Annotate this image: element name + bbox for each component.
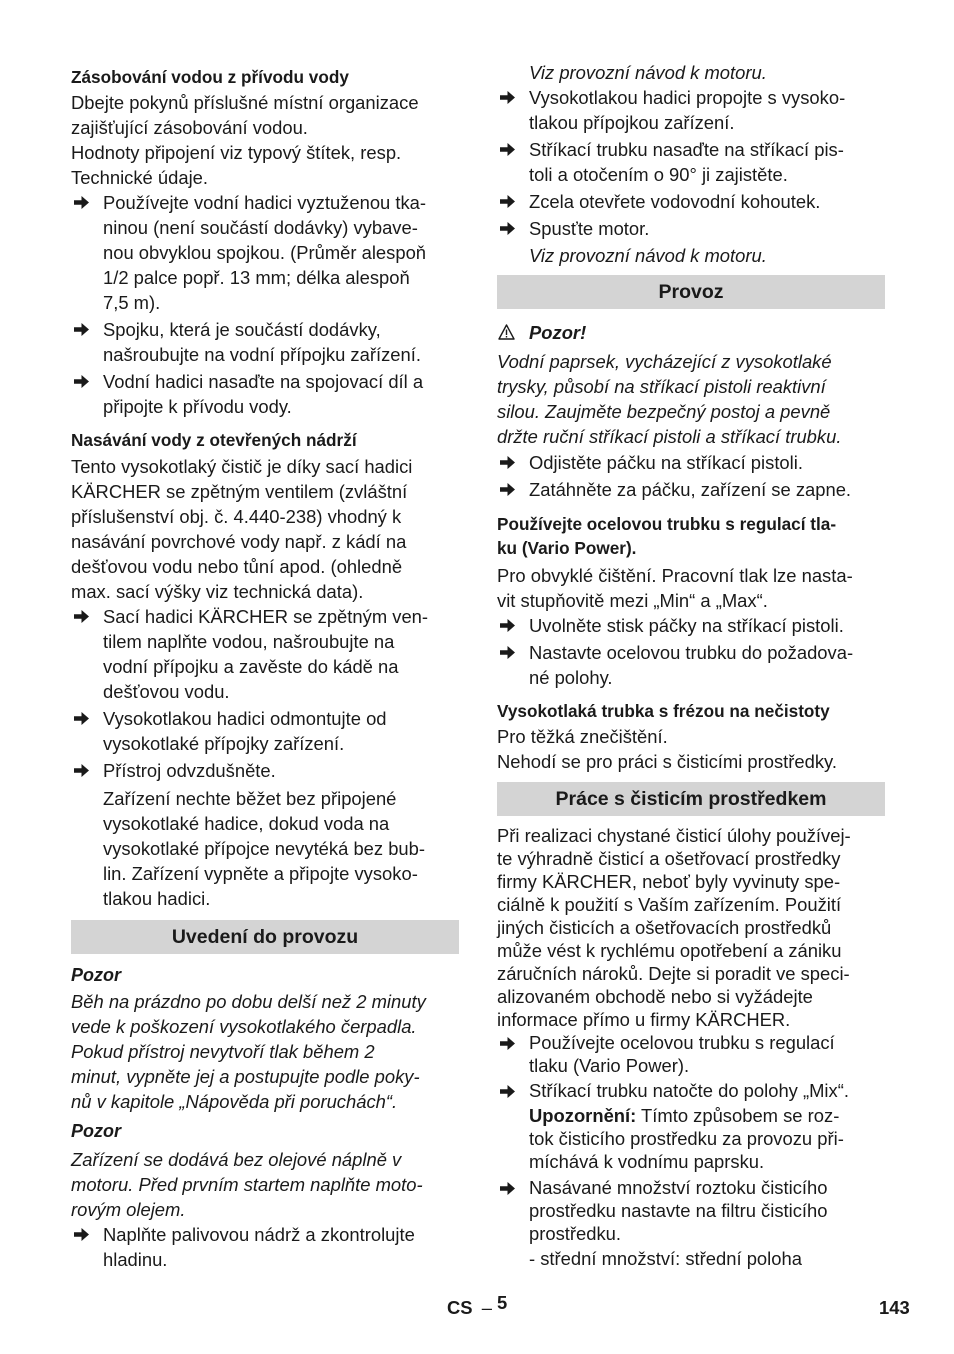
bullet-item: Sací hadici KÄRCHER se zpětným ven- tilem naplňte vodou, našroubujte na vodní přípojku a zavěste do kádě na dešťovou vodu. [71, 604, 459, 704]
bullet-item: Vodní hadici nasaďte na spojovací díl a připojte k přívodu vody. [71, 369, 459, 419]
heading-water-supply: Zásobování vodou z přívodu vody [71, 67, 349, 87]
footer-lang: CS [447, 1297, 473, 1318]
section-heading-detergent: Práce s čisticím prostředkem [497, 782, 885, 816]
arrow-right-icon [73, 609, 90, 624]
bullet-item: Vysokotlakou hadici propojte s vysoko- tlakou přípojkou zařízení. [497, 85, 885, 135]
bullet-item: Používejte vodní hadici vyztuženou tka- ninou (není součástí dodávky) vybave- nou obvyklou spojkou. (Průměr alespoň 1/2 palce popř. 13 mm; délka alespoň 7,5 m). [71, 190, 459, 315]
paragraph: Pro obvyklé čištění. Pracovní tlak lze nasta- vit stupňovitě mezi „Min“ a „Max“. [497, 565, 853, 611]
indented-paragraph: Zařízení nechte běžet bez připojené vysokotlaké hadice, dokud voda na vysokotlaké přípojce nevytéká bez bub- lin. Zařízení vypněte a připojte vysoko- tlakou hadici. [103, 788, 426, 909]
arrow-right-icon [499, 618, 516, 633]
section-heading-operation: Provoz [497, 275, 885, 309]
note-label: Upozornění: [529, 1105, 637, 1126]
bullet-item: Zcela otevřete vodovodní kohoutek. [497, 189, 885, 214]
footer-lang-page [447, 1292, 508, 1319]
bullet-item: Nasávané množství roztoku čisticího prostředku nastavte na filtru čisticího prostředku. [497, 1176, 885, 1245]
arrow-right-icon [499, 194, 516, 209]
bullet-item: Přístroj odvzdušněte. [71, 758, 459, 783]
arrow-right-icon [499, 1036, 516, 1051]
bullet-item: Stříkací trubku natočte do polohy „Mix“. [497, 1079, 885, 1102]
heading-vario-power: Používejte ocelovou trubku s regulací tla- ku (Vario Power). [497, 514, 837, 558]
paragraph: Tento vysokotlaký čistič je díky sací hadici KÄRCHER se zpětným ventilem (zvláštní příslušenství obj. č. 4.440-238) vhodný k nasávání povrchové vody např. z kádí na dešťovou vodu nebo tůní apod. (ohledně max. sací výšky viz technická data). [71, 456, 413, 602]
caution-text: Běh na prázdno po dobu delší než 2 minuty vede k poškození vysokotlakého čerpadla. Pokud přístroj nevytvoří tlak během 2 minut, vypněte jej a postupujte podle poky- nů v kapitole „Nápověda při poruchách“. [71, 991, 426, 1112]
bullet-item: Používejte ocelovou trubku s regulací tlaku (Vario Power). [497, 1031, 885, 1077]
paragraph: Pro těžká znečištění. Nehodí se pro práci s čisticími prostředky. [497, 726, 838, 772]
bullet-item: Nastavte ocelovou trubku do požadova- né polohy. [497, 640, 885, 690]
bullet-item: Vysokotlakou hadici odmontujte od vysokotlaké přípojky zařízení. [71, 706, 459, 756]
bullet-item: Spusťte motor. [497, 216, 885, 241]
bullet-item: Uvolněte stisk páčky na stříkací pistoli. [497, 613, 885, 638]
caution-title: Pozor [71, 1121, 122, 1141]
bullet-item: Spojku, která je součástí dodávky, našroubujte na vodní přípojku zařízení. [71, 317, 459, 367]
warning-title: Pozor! [497, 320, 885, 345]
bullet-item: Naplňte palivovou nádrž a zkontrolujte hladinu. [71, 1222, 459, 1272]
warning-triangle-icon [498, 324, 515, 340]
arrow-right-icon [499, 142, 516, 157]
arrow-right-icon [499, 455, 516, 470]
arrow-right-icon [73, 1227, 90, 1242]
section-heading-startup: Uvedení do provozu [71, 920, 459, 954]
paragraph: Hodnoty připojení viz typový štítek, resp. Technické údaje. [71, 142, 402, 188]
bullet-item: Odjistěte páčku na stříkací pistoli. [497, 450, 885, 475]
arrow-right-icon [499, 90, 516, 105]
warning-text: Vodní paprsek, vycházející z vysokotlaké trysky, působí na stříkací pistoli reaktivní silou. Zaujměte bezpečný postoj a pevně držte ruční stříkací pistoli a stříkací trubku. [497, 351, 842, 447]
heading-open-tanks: Nasávání vody z otevřených nádrží [71, 430, 357, 450]
heading-dirt-blaster: Vysokotlaká trubka s frézou na nečistoty [497, 701, 830, 721]
italic-note: Viz provozní návod k motoru. [529, 245, 767, 266]
footer-local-page: 5 [497, 1292, 508, 1313]
bullet-item: Stříkací trubku nasaďte na stříkací pis- toli a otočením o 90° ji zajistěte. [497, 137, 885, 187]
bullet-item: Zatáhněte za páčku, zařízení se zapne. [497, 477, 885, 502]
arrow-right-icon [499, 1084, 516, 1099]
arrow-right-icon [73, 322, 90, 337]
arrow-right-icon [73, 374, 90, 389]
caution-text: Zařízení se dodává bez olejové náplně v motoru. Před prvním startem naplňte moto- rovým olejem. [71, 1149, 423, 1220]
italic-note: Viz provozní návod k motoru. [529, 62, 767, 83]
arrow-right-icon [73, 195, 90, 210]
left-column [71, 62, 459, 1272]
paragraph: Při realizaci chystané čisticí úlohy používej- te výhradně čisticí a ošetřovací prostředky firmy KÄRCHER, neboť byly vyvinuty spe- ciálně k použití s Vaším zařízením. Použití jiných čisticích a ošetřovacích prostředků může vést k rychlému opotřebení a zániku záručních nároků. Dejte si poradit ve speci- alizovaném obchodě nebo si vyžádejte informace přímo u firmy KÄRCHER. [497, 825, 851, 1030]
arrow-right-icon [499, 482, 516, 497]
arrow-right-icon [499, 221, 516, 236]
right-column [497, 60, 885, 1270]
caution-title: Pozor [71, 965, 122, 985]
arrow-right-icon [499, 645, 516, 660]
note-paragraph: Upozornění: Tímto způsobem se roz- tok čisticího prostředku za provozu při- míchává k vodnímu paprsku. [529, 1105, 844, 1172]
arrow-right-icon [73, 711, 90, 726]
footer-dash: – [481, 1297, 492, 1318]
arrow-right-icon [73, 763, 90, 778]
paragraph: Dbejte pokynů příslušné místní organizace zajišťující zásobování vodou. [71, 92, 419, 138]
arrow-right-icon [499, 1181, 516, 1196]
footer-page-number: 143 [879, 1297, 910, 1318]
indented-line: - střední množství: střední poloha [529, 1248, 802, 1269]
